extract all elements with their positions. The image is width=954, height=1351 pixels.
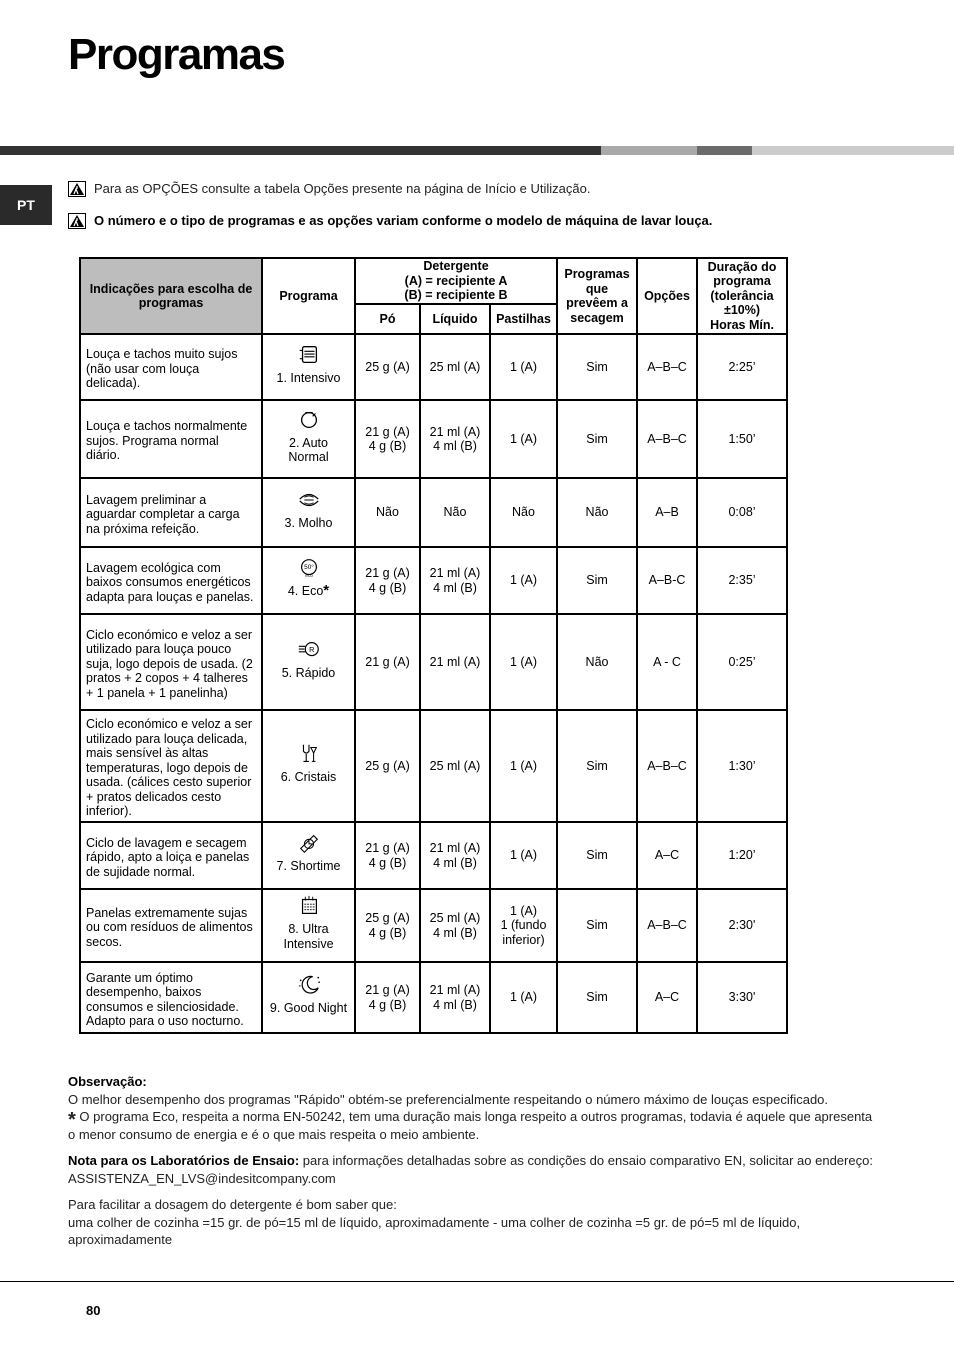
program-row <box>80 334 787 400</box>
tablets-dose: 1 (A) <box>490 822 557 889</box>
tablets-dose: 1 (A) <box>490 710 557 822</box>
program-indication: Ciclo económico e veloz a ser utilizado para louça delicada, mais sensível às altas temperaturas, logo depois de usada. (cálices cesto superior + pratos delicados cesto inferior). <box>80 710 262 822</box>
drying-value: Sim <box>557 710 637 822</box>
program-name: 9. Good Night <box>269 1001 348 1016</box>
powder-dose: 21 g (A) 4 g (B) <box>355 822 420 889</box>
tablets-dose: 1 (A) <box>490 962 557 1033</box>
header-options: Opções <box>637 258 697 334</box>
powder-dose: 25 g (A) <box>355 710 420 822</box>
header-liquid: Líquido <box>420 304 490 334</box>
program-name: 6. Cristais <box>280 769 337 784</box>
observation-eco: * O programa Eco, respeita a norma EN-50242, tem uma duração mais longa respeito a outros programas, todavia é aquele que apresenta o menor consumo de energia e é o que mais respeita o meio ambiente. <box>68 1109 873 1142</box>
program-name: 2. Auto <box>289 435 328 450</box>
dosage-intro: Para facilitar a dosagem do detergente é bom saber que: <box>68 1197 397 1212</box>
svg-text:R: R <box>308 644 314 654</box>
header-drying: Programas que prevêem a secagem <box>557 258 637 334</box>
soak-icon <box>295 488 323 512</box>
options-value: A - C <box>637 614 697 710</box>
program-row <box>80 547 787 614</box>
powder-dose: 21 g (A) 4 g (B) <box>355 400 420 478</box>
liquid-dose: 21 ml (A) 4 ml (B) <box>420 400 490 478</box>
observation-heading: Observação: <box>68 1074 147 1089</box>
duration-value: 1:50’ <box>697 400 787 478</box>
program-row <box>80 478 787 547</box>
tablets-dose: Não <box>490 478 557 547</box>
drying-value: Não <box>557 614 637 710</box>
powder-dose: Não <box>355 478 420 547</box>
header-duration: Duração do programa (tolerância ±10%) Horas Mín. <box>697 258 787 334</box>
drying-value: Não <box>557 478 637 547</box>
svg-text:50°: 50° <box>303 564 314 572</box>
program-cell <box>262 478 355 547</box>
header-indications: Indicações para escolha de programas <box>80 258 262 334</box>
header-detergent: Detergente (A) = recipiente A (B) = recipiente B <box>355 258 557 304</box>
program-name-line2: Intensive <box>283 936 334 951</box>
page-title: Programas <box>68 30 285 79</box>
duration-value: 0:25’ <box>697 614 787 710</box>
intensive-icon <box>295 343 323 367</box>
options-value: A–C <box>637 822 697 889</box>
liquid-dose: 25 ml (A) 4 ml (B) <box>420 889 490 962</box>
program-indication: Ciclo de lavagem e secagem rápido, apto a loiça e panelas de sujidade normal. <box>80 822 262 889</box>
program-name: 7. Shortime <box>276 859 341 874</box>
program-row <box>80 400 787 478</box>
program-row <box>80 962 787 1033</box>
duration-value: 2:35’ <box>697 547 787 614</box>
warning-hand-icon <box>68 181 86 197</box>
powder-dose: 21 g (A) 4 g (B) <box>355 547 420 614</box>
program-indication: Ciclo económico e veloz a ser utilizado para louça pouco suja, logo depois de usada. (2 pratos + 2 copos + 4 talheres + 1 panela + 1 panelinha) <box>80 614 262 710</box>
program-row <box>80 889 787 962</box>
program-row <box>80 614 787 710</box>
rapid-icon <box>295 638 323 662</box>
warning-note-options <box>68 181 590 197</box>
liquid-dose: 21 ml (A) 4 ml (B) <box>420 547 490 614</box>
warning-hand-icon <box>68 213 86 229</box>
liquid-dose: 21 ml (A) 4 ml (B) <box>420 822 490 889</box>
program-indication: Lavagem ecológica com baixos consumos energéticos adapta para louças e panelas. <box>80 547 262 614</box>
tablets-dose: 1 (A) 1 (fundo inferior) <box>490 889 557 962</box>
notes-section <box>68 1073 878 1249</box>
program-cell <box>262 547 355 614</box>
top-rule <box>0 146 954 155</box>
program-indication: Louça e tachos normalmente sujos. Programa normal diário. <box>80 400 262 478</box>
program-cell <box>262 400 355 478</box>
program-name: 1. Intensivo <box>276 370 341 385</box>
program-cell <box>262 962 355 1033</box>
eco-icon <box>295 556 323 580</box>
drying-value: Sim <box>557 334 637 400</box>
tablets-dose: 1 (A) <box>490 400 557 478</box>
options-value: A–B–C <box>637 710 697 822</box>
powder-dose: 25 g (A) <box>355 334 420 400</box>
program-row <box>80 822 787 889</box>
drying-value: Sim <box>557 889 637 962</box>
options-value: A–C <box>637 962 697 1033</box>
program-cell <box>262 334 355 400</box>
eco-star: * <box>323 582 330 600</box>
program-name: 8. Ultra <box>288 922 329 936</box>
program-name-line2: Normal <box>288 450 329 464</box>
header-program: Programa <box>262 258 355 334</box>
options-value: A–B–C <box>637 889 697 962</box>
good-night-icon <box>295 973 323 997</box>
options-value: A–B–C <box>637 400 697 478</box>
lab-note: Nota para os Laboratórios de Ensaio: para informações detalhadas sobre as condições do ensaio comparativo EN, solicitar ao endereço: ASSISTENZA_EN_LVS@indesitcompany.com <box>68 1153 873 1186</box>
duration-value: 1:30’ <box>697 710 787 822</box>
program-row <box>80 710 787 822</box>
header-tablets: Pastilhas <box>490 304 557 334</box>
dosage-text: uma colher de cozinha =15 gr. de pó=15 ml de líquido, aproximadamente - uma colher de cozinha =5 gr. de pó=5 ml de líquido, aproximadamente <box>68 1214 801 1247</box>
bottom-rule <box>0 1281 954 1282</box>
svg-text:eco: eco <box>304 573 313 579</box>
powder-dose: 25 g (A) 4 g (B) <box>355 889 420 962</box>
program-cell <box>262 614 355 710</box>
language-tab: PT <box>0 185 52 225</box>
duration-value: 0:08’ <box>697 478 787 547</box>
warning-note-models <box>68 213 712 229</box>
crystal-glass-icon <box>295 742 323 766</box>
program-cell <box>262 822 355 889</box>
liquid-dose: 21 ml (A) 4 ml (B) <box>420 962 490 1033</box>
program-name: 3. Molho <box>284 516 333 531</box>
drying-value: Sim <box>557 547 637 614</box>
liquid-dose: Não <box>420 478 490 547</box>
ultra-intensive-icon <box>295 894 323 918</box>
programs-table <box>79 257 788 1034</box>
liquid-dose: 25 ml (A) <box>420 334 490 400</box>
duration-value: 1:20’ <box>697 822 787 889</box>
duration-value: 3:30' <box>697 962 787 1033</box>
duration-value: 2:25’ <box>697 334 787 400</box>
options-value: A–B <box>637 478 697 547</box>
program-name: 4. Eco <box>287 584 324 599</box>
page-number: 80 <box>86 1303 101 1318</box>
liquid-dose: 21 ml (A) <box>420 614 490 710</box>
program-indication: Lavagem preliminar a aguardar completar a carga na próxima refeição. <box>80 478 262 547</box>
auto-normal-icon <box>295 408 323 432</box>
powder-dose: 21 g (A) <box>355 614 420 710</box>
program-indication: Garante um óptimo desempenho, baixos consumos e silenciosidade. Adapto para o uso nocturno. <box>80 962 262 1033</box>
drying-value: Sim <box>557 822 637 889</box>
shortime-icon <box>295 831 323 855</box>
powder-dose: 21 g (A) 4 g (B) <box>355 962 420 1033</box>
drying-value: Sim <box>557 400 637 478</box>
program-indication: Panelas extremamente sujas ou com resíduos de alimentos secos. <box>80 889 262 962</box>
warning-text: O número e o tipo de programas e as opções variam conforme o modelo de máquina de lavar louça. <box>94 213 713 228</box>
drying-value: Sim <box>557 962 637 1033</box>
tablets-dose: 1 (A) <box>490 547 557 614</box>
program-name: 5. Rápido <box>281 665 336 680</box>
program-cell <box>262 889 355 962</box>
tablets-dose: 1 (A) <box>490 334 557 400</box>
header-powder: Pó <box>355 304 420 334</box>
program-indication: Louça e tachos muito sujos (não usar com louça delicada). <box>80 334 262 400</box>
warning-text: Para as OPÇÕES consulte a tabela Opções presente na página de Início e Utilização. <box>94 181 591 196</box>
program-cell <box>262 710 355 822</box>
tablets-dose: 1 (A) <box>490 614 557 710</box>
duration-value: 2:30' <box>697 889 787 962</box>
liquid-dose: 25 ml (A) <box>420 710 490 822</box>
observation-rapid: O melhor desempenho dos programas "Rápido" obtém-se preferencialmente respeitando o número máximo de louças especificado. <box>68 1091 829 1107</box>
options-value: A–B–C <box>637 334 697 400</box>
options-value: A–B-C <box>637 547 697 614</box>
